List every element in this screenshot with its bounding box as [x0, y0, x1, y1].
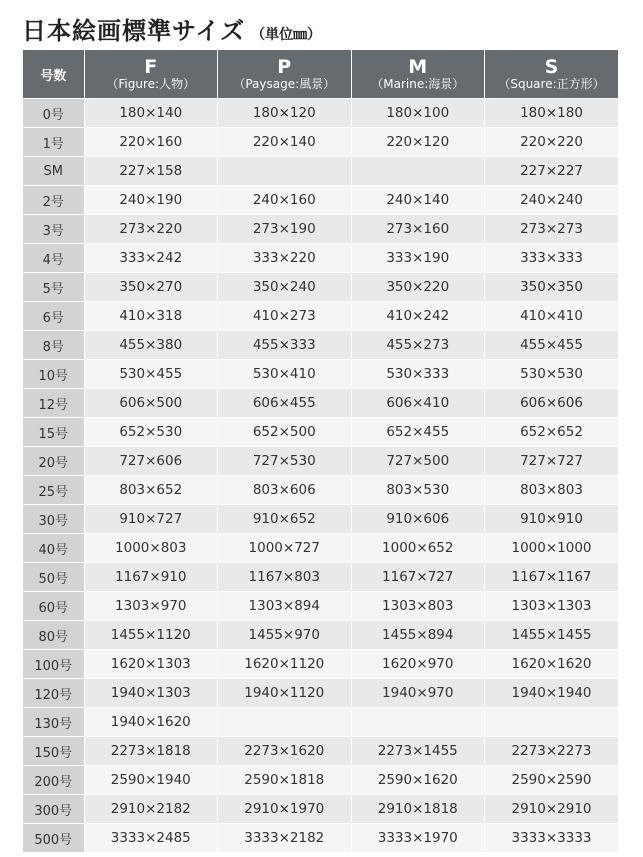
- p-size-cell: 910×652: [218, 505, 352, 534]
- s-size-cell: 350×350: [485, 273, 619, 302]
- f-size-cell: 910×727: [84, 505, 218, 534]
- p-size-cell: 3333×2182: [218, 824, 352, 853]
- m-size-cell: 2273×1455: [351, 737, 485, 766]
- f-size-cell: 227×158: [84, 157, 218, 186]
- f-size-cell: 606×500: [84, 389, 218, 418]
- f-size-cell: 2910×2182: [84, 795, 218, 824]
- f-size-cell: 1455×1120: [84, 621, 218, 650]
- size-number-cell: 80号: [23, 621, 84, 650]
- table-row: [23, 737, 618, 766]
- title-text: 日本絵画標準サイズ: [22, 17, 246, 45]
- f-size-cell: 220×160: [84, 128, 218, 157]
- p-size-cell: 1940×1120: [218, 679, 352, 708]
- page-title: [22, 11, 321, 46]
- s-size-cell: 1940×1940: [485, 679, 619, 708]
- m-size-cell: 606×410: [351, 389, 485, 418]
- size-number-cell: 1号: [23, 128, 84, 157]
- header-s-letter: S: [544, 55, 559, 78]
- table-row: [23, 331, 618, 360]
- header-m-sub: （Marine:海景）: [371, 76, 465, 91]
- p-size-cell: 220×140: [218, 128, 352, 157]
- m-size-cell: 1455×894: [351, 621, 485, 650]
- table-row: [23, 592, 618, 621]
- table-row: [23, 215, 618, 244]
- table-row: [23, 360, 618, 389]
- s-size-cell: 455×455: [485, 331, 619, 360]
- s-size-cell: 1167×1167: [485, 563, 619, 592]
- p-size-cell: 1167×803: [218, 563, 352, 592]
- table-row: [23, 244, 618, 273]
- m-size-cell: 333×190: [351, 244, 485, 273]
- size-number-cell: 8号: [23, 331, 84, 360]
- table-row: [23, 650, 618, 679]
- header-f: [84, 50, 218, 99]
- table-row: [23, 534, 618, 563]
- table-row: [23, 708, 618, 737]
- p-size-cell: 652×500: [218, 418, 352, 447]
- table-header: [23, 50, 618, 99]
- s-size-cell: 333×333: [485, 244, 619, 273]
- f-size-cell: 350×270: [84, 273, 218, 302]
- p-size-cell: 2910×1970: [218, 795, 352, 824]
- p-size-cell: 2273×1620: [218, 737, 352, 766]
- f-size-cell: 410×318: [84, 302, 218, 331]
- s-size-cell: 2590×2590: [485, 766, 619, 795]
- size-number-cell: 200号: [23, 766, 84, 795]
- s-size-cell: 606×606: [485, 389, 619, 418]
- s-size-cell: 652×652: [485, 418, 619, 447]
- s-size-cell: 803×803: [485, 476, 619, 505]
- s-size-cell: 727×727: [485, 447, 619, 476]
- p-size-cell: 1620×1120: [218, 650, 352, 679]
- table-row: [23, 273, 618, 302]
- m-size-cell: 2910×1818: [351, 795, 485, 824]
- table-row: [23, 476, 618, 505]
- f-size-cell: 333×242: [84, 244, 218, 273]
- f-size-cell: 727×606: [84, 447, 218, 476]
- table-row: [23, 389, 618, 418]
- size-number-cell: 30号: [23, 505, 84, 534]
- s-size-cell: 1000×1000: [485, 534, 619, 563]
- header-m: [351, 50, 485, 99]
- m-size-cell: [351, 157, 485, 186]
- p-size-cell: 530×410: [218, 360, 352, 389]
- size-table: [23, 50, 618, 853]
- size-number-cell: 500号: [23, 824, 84, 853]
- p-size-cell: 180×120: [218, 99, 352, 128]
- f-size-cell: 1940×1303: [84, 679, 218, 708]
- s-size-cell: 2910×2910: [485, 795, 619, 824]
- m-size-cell: 1303×803: [351, 592, 485, 621]
- f-size-cell: 1000×803: [84, 534, 218, 563]
- header-gou: [23, 50, 84, 99]
- m-size-cell: 1940×970: [351, 679, 485, 708]
- m-size-cell: 350×220: [351, 273, 485, 302]
- size-number-cell: 130号: [23, 708, 84, 737]
- header-m-letter: M: [408, 55, 428, 78]
- size-number-cell: 12号: [23, 389, 84, 418]
- m-size-cell: 410×242: [351, 302, 485, 331]
- size-number-cell: 5号: [23, 273, 84, 302]
- f-size-cell: 240×190: [84, 186, 218, 215]
- table-row: [23, 505, 618, 534]
- size-number-cell: 6号: [23, 302, 84, 331]
- m-size-cell: [351, 708, 485, 737]
- p-size-cell: 410×273: [218, 302, 352, 331]
- table-row: [23, 157, 618, 186]
- size-number-cell: 50号: [23, 563, 84, 592]
- table-row: [23, 824, 618, 853]
- size-number-cell: 40号: [23, 534, 84, 563]
- table-row: [23, 766, 618, 795]
- s-size-cell: 410×410: [485, 302, 619, 331]
- size-number-cell: 15号: [23, 418, 84, 447]
- f-size-cell: 180×140: [84, 99, 218, 128]
- size-number-cell: 20号: [23, 447, 84, 476]
- p-size-cell: 803×606: [218, 476, 352, 505]
- table-row: [23, 302, 618, 331]
- s-size-cell: 273×273: [485, 215, 619, 244]
- s-size-cell: 910×910: [485, 505, 619, 534]
- table-row: [23, 795, 618, 824]
- table-row: [23, 563, 618, 592]
- size-number-cell: SM: [23, 157, 84, 186]
- f-size-cell: 1303×970: [84, 592, 218, 621]
- s-size-cell: 530×530: [485, 360, 619, 389]
- m-size-cell: 910×606: [351, 505, 485, 534]
- f-size-cell: 2273×1818: [84, 737, 218, 766]
- p-size-cell: 273×190: [218, 215, 352, 244]
- table-row: [23, 128, 618, 157]
- header-row: [23, 50, 618, 99]
- s-size-cell: 1620×1620: [485, 650, 619, 679]
- p-size-cell: 727×530: [218, 447, 352, 476]
- p-size-cell: 606×455: [218, 389, 352, 418]
- header-p-letter: P: [277, 55, 292, 78]
- table-row: [23, 418, 618, 447]
- header-s-sub: （Square:正方形）: [498, 76, 605, 91]
- f-size-cell: 1940×1620: [84, 708, 218, 737]
- m-size-cell: 220×120: [351, 128, 485, 157]
- s-size-cell: 220×220: [485, 128, 619, 157]
- m-size-cell: 2590×1620: [351, 766, 485, 795]
- header-p-sub: （Paysage:風景）: [233, 76, 336, 91]
- p-size-cell: 240×160: [218, 186, 352, 215]
- p-size-cell: [218, 708, 352, 737]
- size-number-cell: 150号: [23, 737, 84, 766]
- size-number-cell: 3号: [23, 215, 84, 244]
- s-size-cell: 240×240: [485, 186, 619, 215]
- f-size-cell: 1167×910: [84, 563, 218, 592]
- size-number-cell: 60号: [23, 592, 84, 621]
- p-size-cell: [218, 157, 352, 186]
- p-size-cell: 1303×894: [218, 592, 352, 621]
- header-p: [218, 50, 352, 99]
- s-size-cell: 180×180: [485, 99, 619, 128]
- f-size-cell: 455×380: [84, 331, 218, 360]
- table-row: [23, 99, 618, 128]
- m-size-cell: 3333×1970: [351, 824, 485, 853]
- table-row: [23, 186, 618, 215]
- f-size-cell: 1620×1303: [84, 650, 218, 679]
- m-size-cell: 652×455: [351, 418, 485, 447]
- table-row: [23, 447, 618, 476]
- size-number-cell: 120号: [23, 679, 84, 708]
- p-size-cell: 333×220: [218, 244, 352, 273]
- size-number-cell: 2号: [23, 186, 84, 215]
- m-size-cell: 273×160: [351, 215, 485, 244]
- s-size-cell: 227×227: [485, 157, 619, 186]
- header-s: [485, 50, 619, 99]
- header-gou-label: 号数: [40, 68, 67, 84]
- m-size-cell: 455×273: [351, 331, 485, 360]
- m-size-cell: 180×100: [351, 99, 485, 128]
- table-row: [23, 679, 618, 708]
- m-size-cell: 727×500: [351, 447, 485, 476]
- f-size-cell: 273×220: [84, 215, 218, 244]
- table-body: [23, 99, 618, 853]
- size-number-cell: 300号: [23, 795, 84, 824]
- size-number-cell: 4号: [23, 244, 84, 273]
- p-size-cell: 1455×970: [218, 621, 352, 650]
- m-size-cell: 530×333: [351, 360, 485, 389]
- p-size-cell: 350×240: [218, 273, 352, 302]
- f-size-cell: 803×652: [84, 476, 218, 505]
- f-size-cell: 652×530: [84, 418, 218, 447]
- s-size-cell: [485, 708, 619, 737]
- m-size-cell: 1620×970: [351, 650, 485, 679]
- p-size-cell: 2590×1818: [218, 766, 352, 795]
- m-size-cell: 1000×652: [351, 534, 485, 563]
- m-size-cell: 240×140: [351, 186, 485, 215]
- size-number-cell: 100号: [23, 650, 84, 679]
- header-f-letter: F: [144, 55, 158, 78]
- size-number-cell: 25号: [23, 476, 84, 505]
- p-size-cell: 455×333: [218, 331, 352, 360]
- unit-note: （単位㎜）: [251, 27, 322, 43]
- f-size-cell: 3333×2485: [84, 824, 218, 853]
- s-size-cell: 1455×1455: [485, 621, 619, 650]
- m-size-cell: 1167×727: [351, 563, 485, 592]
- s-size-cell: 1303×1303: [485, 592, 619, 621]
- size-number-cell: 0号: [23, 99, 84, 128]
- s-size-cell: 3333×3333: [485, 824, 619, 853]
- header-f-sub: （Figure:人物）: [106, 76, 196, 91]
- f-size-cell: 2590×1940: [84, 766, 218, 795]
- f-size-cell: 530×455: [84, 360, 218, 389]
- p-size-cell: 1000×727: [218, 534, 352, 563]
- table-row: [23, 621, 618, 650]
- s-size-cell: 2273×2273: [485, 737, 619, 766]
- m-size-cell: 803×530: [351, 476, 485, 505]
- size-number-cell: 10号: [23, 360, 84, 389]
